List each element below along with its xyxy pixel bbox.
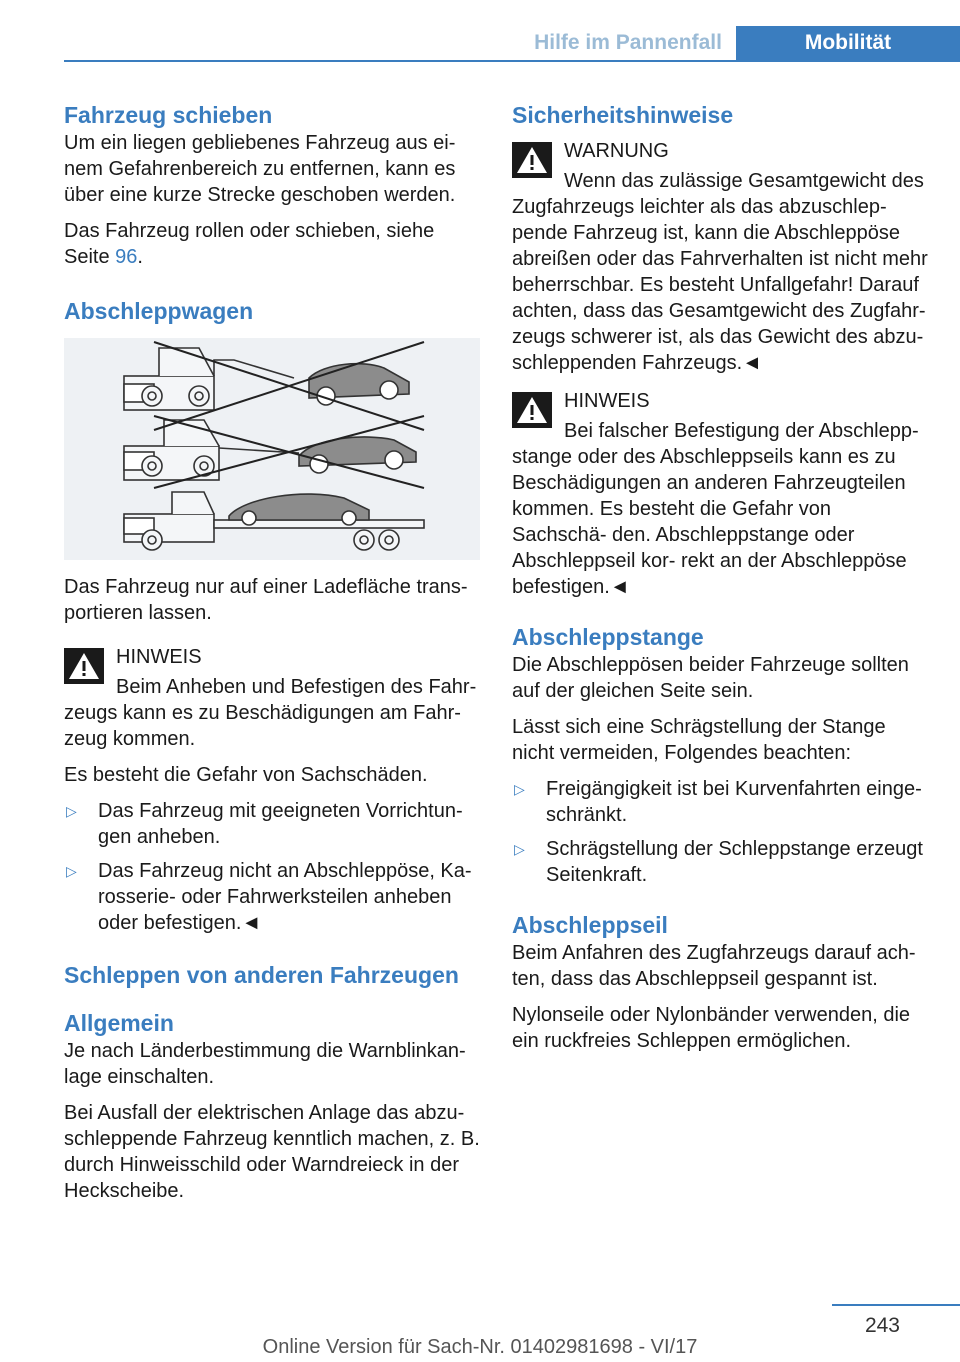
header-section-tab: Hilfe im Pannenfall [534,31,722,54]
warning-text: Zugfahrzeugs leichter als das abzuschlep‐ pende Fahrzeug ist, kann die Abschleppöse abreißen oder das Fahrverhalten ist nicht mehr beherrschbar. Es besteht Unfallgefahr! Darauf achten, dass das Gesamtgewicht des Zugfahr‐ zeugs schwerer ist, als das Gewicht des abzu‐ schleppenden Fahrzeugs.◄ [512,196,928,374]
notice-label: HINWEIS [116,646,202,668]
tow-rope-heading: Abschleppseil [512,912,668,938]
tow-bar-paragraph-2: Lässt sich eine Schrägstellung der Stange nicht vermeiden, Folgendes beachten: [512,716,886,764]
triangle-right-bullet-icon: ▷ [66,803,77,819]
notice-label: HINWEIS [564,390,650,412]
list-item-text: Freigängigkeit ist bei Kurvenfahrten einge‐ schränkt. [546,778,922,826]
triangle-right-bullet-icon: ▷ [514,781,525,797]
tow-bar-paragraph-1: Die Abschleppösen beider Fahrzeuge sollten auf der gleichen Seite sein. [512,654,909,702]
tow-truck-illustration [64,338,480,560]
online-version-text: Online Version für Sach-Nr. 01402981698 - VI/17 [262,1336,698,1358]
header-chapter-tab: Mobilität [736,26,960,60]
list-item [512,776,930,828]
notice-text-first-line: Bei falscher Befestigung der Abschlepp‐ [564,420,919,442]
lift-bullet-list [64,798,480,936]
list-item-text: Das Fahrzeug nicht an Abschleppöse, Ka‐ rosserie- oder Fahrwerksteilen anheben oder befestigen.◄ [98,860,472,934]
warning-triangle-icon [512,142,552,178]
page-number: 243 [864,1314,900,1337]
risk-text: Es besteht die Gefahr von Sachschäden. [64,764,428,786]
warning-triangle-icon [64,648,104,684]
push-heading: Fahrzeug schieben [64,102,273,128]
push-paragraph: Um ein liegen gebliebenes Fahrzeug aus ei‐ nem Gefahrenbereich zu entfernen, kann es über eine kurze Strecke geschoben werden. [64,132,456,206]
tow-truck-heading: Abschleppwagen [64,298,254,324]
warning-triangle-icon [512,392,552,428]
tow-truck-illustration-svg [64,338,480,560]
notice-text-first-line: Beim Anheben und Befestigen des Fahr‐ [116,676,477,698]
list-item-text: Das Fahrzeug mit geeigneten Vorrichtun‐ gen anheben. [98,800,463,848]
notice-box-attach [512,388,930,600]
warning-text-first-line: Wenn das zulässige Gesamtgewicht des [564,170,924,192]
push-reference-paragraph [64,218,480,270]
safety-heading: Sicherheitshinweise [512,102,734,128]
notice-box-lift [64,644,480,752]
tow-rope-paragraph-1: Beim Anfahren des Zugfahrzeugs darauf ach‐ ten, dass das Abschleppseil gespannt ist. [512,942,916,990]
header-divider [64,60,960,62]
tow-bar-heading: Abschleppstange [512,624,704,650]
flatbed-truck-drawing [124,492,424,550]
triangle-right-bullet-icon: ▷ [514,841,525,857]
warning-box [512,138,930,376]
left-column [64,100,480,1214]
list-item [64,858,480,936]
general-heading: Allgemein [64,1010,174,1036]
tow-rope-paragraph-2: Nylonseile oder Nylonbänder verwenden, die ein ruckfreies Schleppen ermöglichen. [512,1004,911,1052]
general-paragraph-1: Je nach Länderbestimmung die Warnblinkan‐ lage einschalten. [64,1040,466,1088]
right-column [512,100,930,1064]
triangle-right-bullet-icon: ▷ [66,863,77,879]
page-reference-link[interactable]: 96 [115,246,138,268]
list-item [64,798,480,850]
warning-label: WARNUNG [564,140,669,162]
tow-bar-bullet-list [512,776,930,888]
push-reference-end: . [137,246,143,268]
notice-text: stange oder des Abschleppseils kann es zu Beschädigungen an anderen Fahrzeugteilen kommen. Es besteht die Gefahr von Sachschä‐ den. Abschleppstange oder Abschleppseil kor‐ rekt an der Abschleppöse befestigen.◄ [512,446,907,598]
list-item [512,836,930,888]
towing-heading: Schleppen von anderen Fahrzeugen [64,962,459,988]
footer-divider [832,1304,960,1306]
list-item-text: Schrägstellung der Schleppstange erzeugt Seitenkraft. [546,838,923,886]
notice-text: zeugs kann es zu Beschädigungen am Fahr‐ zeug kommen. [64,702,461,750]
tow-truck-caption: Das Fahrzeug nur auf einer Ladefläche trans‐ portieren lassen. [64,576,468,624]
push-reference-text: Das Fahrzeug rollen oder schieben, siehe Seite [64,220,435,268]
general-paragraph-2: Bei Ausfall der elektrischen Anlage das abzu‐ schleppende Fahrzeug kenntlich machen, z. B. durch Hinweisschild oder Warndreieck in der Heckscheibe. [64,1102,480,1202]
